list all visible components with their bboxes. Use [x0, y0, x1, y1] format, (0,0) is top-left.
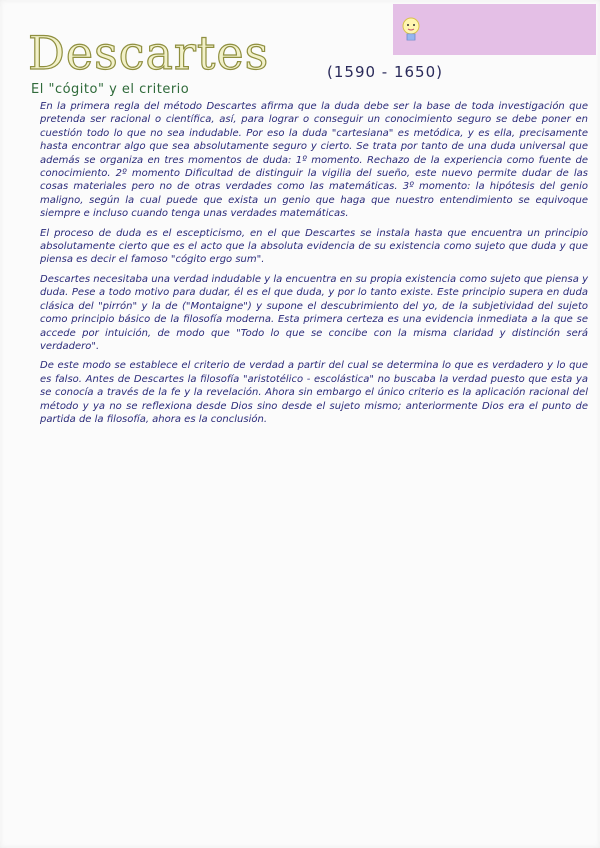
paragraph-skepticism: El proceso de duda es el escepticismo, en el que Descartes se instala hasta que encuentra un principio absolutamente cierto que es el acto que la absoluta evidencia de su existencia como sujeto que duda y que piensa es decir el famoso "cógito ergo sum".	[40, 227, 588, 266]
dates-label: (1590 - 1650)	[327, 63, 444, 81]
paragraph-criterion: De este modo se establece el criterio de verdad a partir del cual se determina lo que es verdadero y lo que es falso. Antes de Descartes la filosofía "aristotélico - escolástica" no buscaba la verdad puesto que esta ya se conocía a través de la fe y la revelación. Ahora sin embargo el único criterio es la aplicación racional del método y ya no se reflexiona desde Dios sino desde el sujeto mismo; anteriormente Dios era el punto de partida de la filosofía, ahora es la conclusión.	[40, 360, 588, 425]
lightbulb-icon	[401, 16, 421, 44]
paragraph-cogito: Descartes necesitaba una verdad indudable y la encuentra en su propia existencia como sujeto que piensa y duda. Pese a todo motivo para dudar, él es el que duda, y por lo tanto existe. Este principio supera en duda clásica del "pirrón" y la de ("Montaigne") y supone el descubrimiento del yo, de la subjetividad del sujeto como principio básico de la filosofía moderna. Esta primera certeza es una evidencia inmediata a la que se accede por intuición, de modo que "Todo lo que se concibe con la misma claridad y distinción será verdadero".	[40, 273, 588, 352]
sticky-note	[393, 4, 596, 55]
section-subtitle: El "cógito" y el criterio	[31, 82, 190, 97]
handwritten-body	[40, 100, 588, 432]
paragraph-methodic-doubt: En la primera regla del método Descartes afirma que la duda debe ser la base de toda investigación que pretenda ser racional o científica, así, para lograr o conseguir un conocimiento seguro se debe poner en cuestión todo lo que no sea indudable. Por eso la duda "cartesiana" es metódica, y es ella, precisamente hasta encontrar algo que sea absolutamente seguro y cierto. Se trata por tanto de una duda universal que además se organiza en tres momentos de duda: 1º momento. Rechazo de la experiencia como fuente de conocimiento. 2º momento Dificultad de distinguir la vigilia del sueño, este nuevo permite dudar de las cosas materiales pero no de otras verdades como las matemáticas. 3º momento: la hipótesis del genio maligno, según la cual puede que exista un genio que haga que nuestro entendimiento se equivoque siempre e incluso cuando tenga unas verdades matemáticas.	[40, 101, 588, 220]
page-title: Descartes	[28, 26, 270, 80]
